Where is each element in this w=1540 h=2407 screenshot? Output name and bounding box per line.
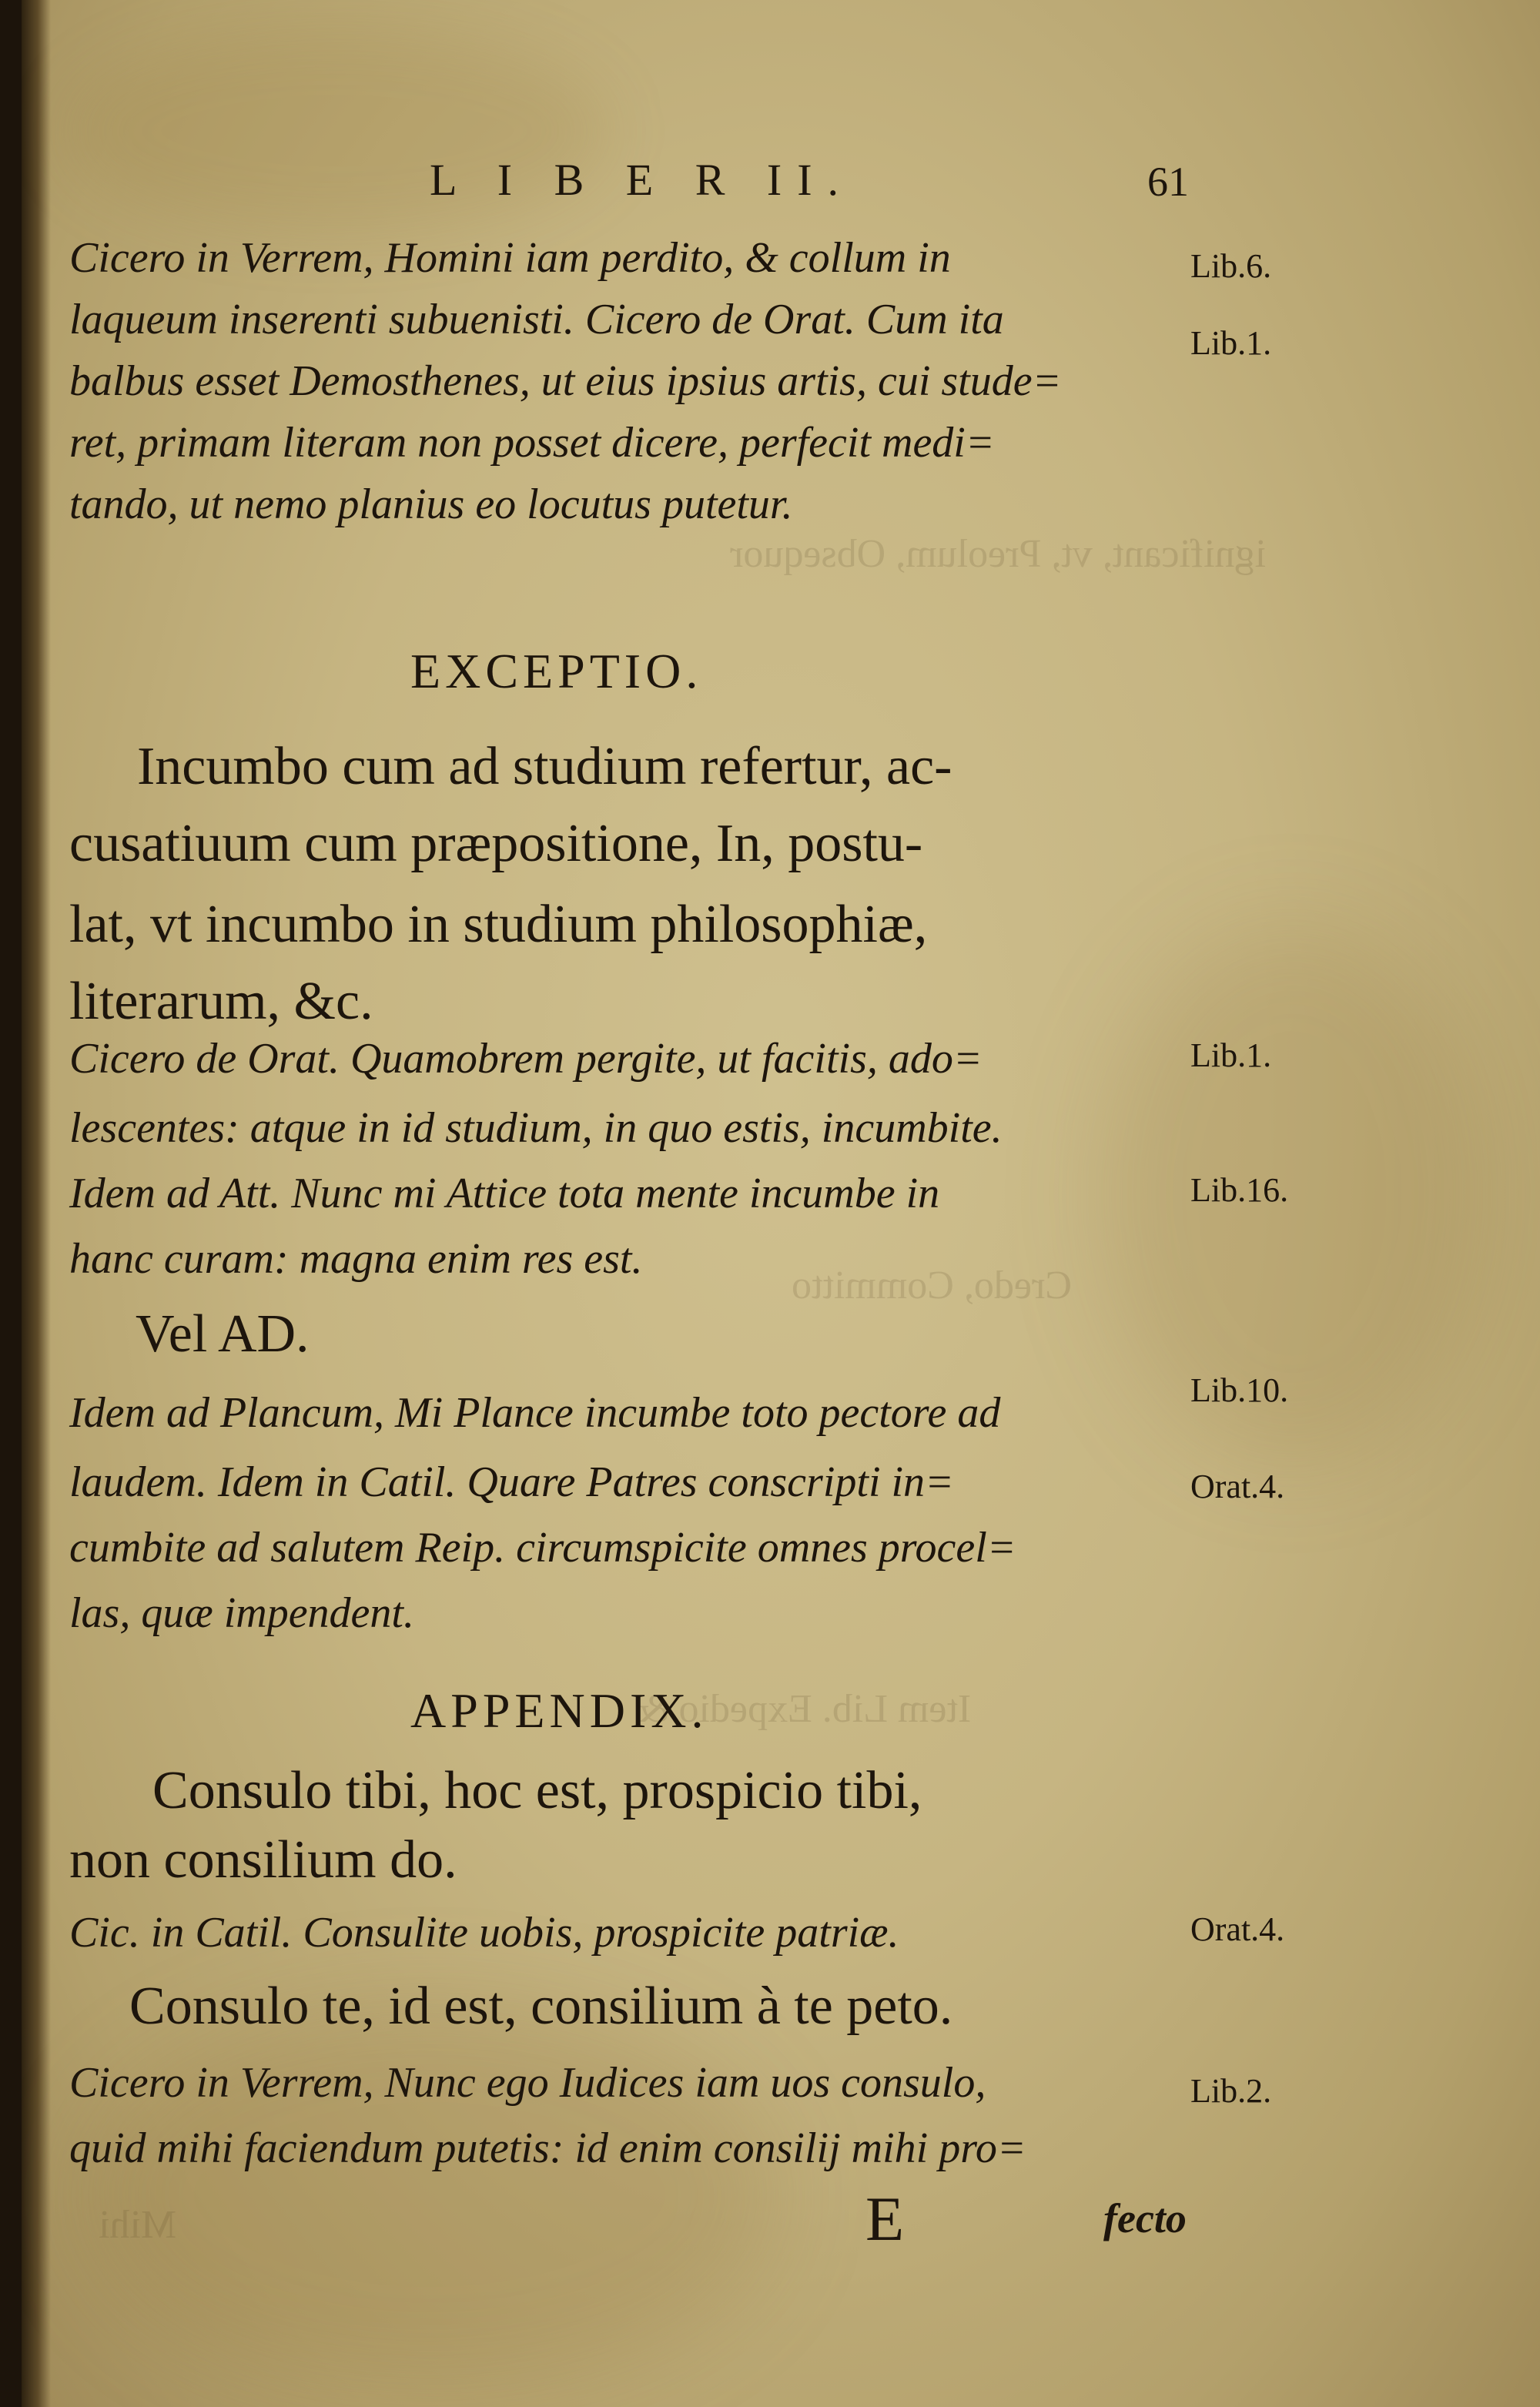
section-heading: APPENDIX. <box>410 1683 708 1738</box>
signature-mark: E <box>865 2184 905 2254</box>
book-page <box>22 0 1540 2407</box>
section-heading: EXCEPTIO. <box>410 644 703 698</box>
text-line: balbus esset Demosthenes, ut eius ipsius artis, cui stude= <box>69 357 1062 405</box>
catchword: fecto <box>1103 2195 1187 2241</box>
page-number: 61 <box>1147 159 1189 205</box>
text-line: non consilium do. <box>69 1830 457 1890</box>
text-line: hanc curam: magna enim res est. <box>69 1235 643 1283</box>
text-line: lescentes: atque in id studium, in quo estis, incumbite. <box>69 1104 1003 1152</box>
text-line: las, quæ impendent. <box>69 1589 414 1637</box>
subheading: Vel AD. <box>136 1304 310 1364</box>
running-title: L I B E R II. <box>430 155 855 205</box>
show-through-text: Mihi <box>99 2203 177 2247</box>
margin-note: Lib.6. <box>1190 247 1272 285</box>
text-line: Cicero in Verrem, Homini iam perdito, & collum in <box>69 234 951 282</box>
text-line: Cicero in Verrem, Nunc ego Iudices iam uos consulo, <box>69 2059 986 2107</box>
paper-stain <box>1100 924 1485 1463</box>
text-line: lat, vt incumbo in studium philosophiæ, <box>69 895 928 954</box>
margin-note: Lib.10. <box>1190 1371 1289 1409</box>
text-line: Idem ad Att. Nunc mi Attice tota mente incumbe in <box>69 1170 940 1217</box>
text-line: Consulo tibi, hoc est, prospicio tibi, <box>152 1761 922 1820</box>
text-line: literarum, &c. <box>69 972 373 1031</box>
text-line: cumbite ad salutem Reip. circumspicite omnes procel= <box>69 1524 1016 1572</box>
text-line: laqueum inserenti subuenisti. Cicero de Orat. Cum ita <box>69 296 1004 343</box>
text-line: ret, primam literam non posset dicere, perfecit medi= <box>69 419 995 467</box>
margin-note: Orat.4. <box>1190 1468 1285 1505</box>
margin-note: Lib.16. <box>1190 1171 1289 1209</box>
margin-note: Lib.2. <box>1190 2072 1272 2110</box>
text-line: Idem ad Plancum, Mi Plance incumbe toto pectore ad <box>69 1389 1001 1437</box>
text-line: Cic. in Catil. Consulite uobis, prospicite patriæ. <box>69 1909 899 1957</box>
book-gutter <box>22 0 51 2407</box>
show-through-text: Credo, Committo <box>792 1264 1072 1307</box>
text-line: tando, ut nemo planius eo locutus putetur. <box>69 480 793 528</box>
text-line: quid mihi faciendum putetis: id enim consilij mihi pro= <box>69 2124 1026 2172</box>
margin-note: Orat.4. <box>1190 1910 1285 1948</box>
show-through-text: ignificant, vt, Preolum, Obsequor <box>730 532 1267 576</box>
text-line: cusatiuum cum præpositione, In, postu- <box>69 814 923 873</box>
text-line: Consulo te, id est, consilium à te peto. <box>129 1977 953 2036</box>
text-line: laudem. Idem in Catil. Quare Patres conscripti in= <box>69 1458 954 1506</box>
show-through-text: Item Lib. Expedio & <box>638 1687 972 1731</box>
text-line: Cicero de Orat. Quamobrem pergite, ut facitis, ado= <box>69 1035 983 1083</box>
margin-note: Lib.1. <box>1190 1036 1272 1074</box>
text-line: Incumbo cum ad studium refertur, ac- <box>137 737 952 796</box>
margin-note: Lib.1. <box>1190 324 1272 362</box>
